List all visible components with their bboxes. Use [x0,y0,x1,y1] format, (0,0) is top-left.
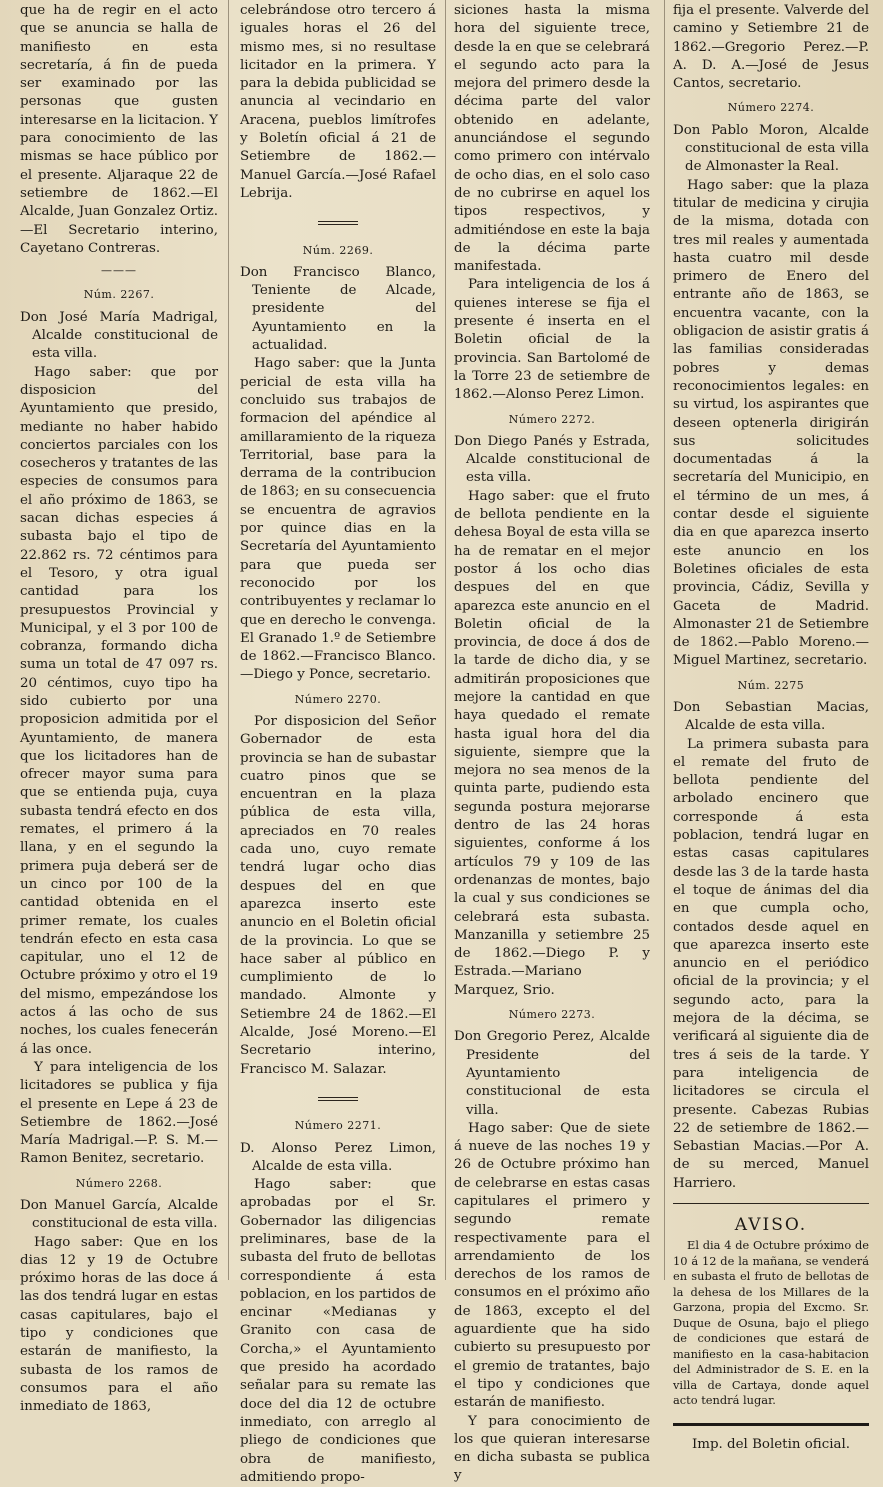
notice-body: Hago saber: que la Junta pericial de esta villa ha concluido sus trabajos de formacion del apéndice al amillaramiento de la riqueza Territorial, base para la derrama de la contribucion de 1863; en su consecuencia se encuentra de agravios por quince dias en la Secretaría del Ayuntamiento para que pueda ser reconocido por los contribuyentes y reclamar lo que en derecho le convenga. El Granado 1.º de Setiembre de 1862.—Francisco Blanco.—Diego y Ponce, secretario. [240,356,436,683]
notice-body: La primera subasta para el remate del fruto de bellota pendiente del arbolado encinero que corresponde á esta poblacion, tendrá lugar en estas casas capitulares desde las 3 de la tarde hasta el toque de ánimas del dia en que cumpla ocho, contados desde aquel en que aparezca inserto este anuncio en el periódico oficial de la provincia; y el segundo acto, para la mejora de la décima, se verificará al siguiente dia de tres á seis de la tarde. Y para inteligencia de licitadores se circula el presente. Cabezas Rubias 22 de setiembre de 1862.—Sebastian Macias.—Por A. de su merced, Manuel Harriero. [673,736,869,1191]
notice-heading: Don Francisco Blanco, Teniente de Alcade, presidente del Ayuntamiento en la actualidad. [240,264,436,354]
notice-number: Núm. 2267. [83,288,155,302]
notice-body: Hago saber: que aprobadas por el Sr. Gobernador las diligencias preliminares, base de la subasta del fruto de bellotas correspondiente á esta poblacion, en los partidos de encinar «Medianas y Granito con casa de Corcha,» el Ayuntamiento que presido ha acordado señalar para su remate las doce del dia 12 de octubre inmediato, con arreglo al pliego de condiciones que obra de manifiesto, admitiendo propo- [240,1177,436,1485]
notice-closing: Para inteligencia de los á quienes interese se fija el presente é inserta en el Boletin oficial de la provincia. San Bartolomé de la Torre 23 de setiembre de 1862.—Alonso Perez Limon. [454,277,650,403]
notice-number: Núm. 2269. [302,243,374,257]
notice-heading: Don Gregorio Perez, Alcalde Presidente del Ayuntamiento constitucional de esta villa. [454,1029,650,1118]
printer-imprint: Imp. del Boletin oficial. [691,1436,851,1452]
column-1 [20,2,218,1415]
notice-number: Número 2268. [75,1176,163,1190]
aviso-body: El dia 4 de Octubre próximo de 10 á 12 de la mañana, se venderá en subasta el fruto de bellotas de la dehesa de los Millares de la Garzona, propia del Excmo. Sr. Duque de Osuna, bajo el pliego de condiciones que estará de manifiesto en la casa-habitacion del Administrador de S. E. en la villa de Cartaya, donde aquel acto tendrá lugar. [673,1238,869,1408]
notice-body: Hago saber: que el fruto de bellota pendiente en la dehesa Boyal de esta villa se ha de rematar en el mejor postor á los ocho dias despues del en que aparezca este anuncio en el Boletin oficial de la provincia, de doce á dos de la tarde de dicho dia, y se admitirán proposiciones que mejore la cantidad en que haya quedado el remate hasta igual hora del dia siguiente, siempre que la mejora no sea menos de la quinta parte, pudiendo esta segunda postura mejorarse dentro de las 24 horas siguientes, conforme á los artículos 79 y 109 de las ordenanzas de montes, bajo la cual y sus condiciones se celebrará esta subasta. Manzanilla y setiembre 25 de 1862.—Diego P. y Estrada.—Mariano Marquez, Srio. [454,488,650,998]
notice-number: Número 2273. [508,1008,596,1022]
notice-body: Hago saber: que la plaza titular de medicina y cirujia de la misma, dotada con tres mil reales y aumentada hasta cuatro mil desde primero de Enero del entrante año de 1863, se encuentra vacante, con la obligacion de asistir gratis á las familias consideradas pobres y demas reconocimientos legales: en su virtud, los aspirantes que deseen optenerla dirigirán sus solicitudes documentadas á la secretaría del Municipio, en el término de un mes, á contar desde el siguiente dia en que aparezca inserto este anuncio en los Boletines oficiales de esta provincia, Cádiz, Sevilla y Gaceta de Madrid. Almonaster 21 de Setiembre de 1862.—Pablo Moreno.—Miguel Martinez, secretario. [673,177,869,669]
notice-number: Número 2270. [294,692,382,706]
notice-heading: Don Diego Panés y Estrada, Alcalde constitucional de esta villa. [454,433,650,486]
column-4 [673,2,869,1452]
column-2 [240,2,436,1485]
continued-text: que ha de regir en el acto que se anuncia se halla de manifiesto en esta secretaría, á fin de pueda ser examinado por las personas que gusten interesarse en la licitacion. Y para conocimiento de las mismas se hace público por el presente. Aljaraque 22 de setiembre de 1862.—El Alcalde, Juan Gonzalez Ortiz.—El Secretario interino, Cayetano Contreras. [20,3,218,256]
notice-heading: Don Sebastian Macias, Alcalde de esta villa. [673,699,869,734]
column-divider [445,0,446,1280]
notice-body: Hago saber: Que de siete á nueve de las noches 19 y 26 de Octubre próximo han de celebrarse en estas casas capitulares el primero y segundo remate respectivamente para el arrendamiento de los derechos de los ramos de consumos en el próximo año de 1863, excepto el del aguardiente que ha sido cubierto su presupuesto por el gremio de tratantes, bajo el tipo y condiciones que estarán de manifiesto. [454,1120,650,1411]
divider-line [673,1203,869,1204]
short-rule: ——— [101,264,137,278]
double-rule [240,1089,436,1107]
notice-heading: D. Alonso Perez Limon, Alcalde de esta villa. [240,1140,436,1174]
column-divider [664,0,665,1280]
notice-heading: Don Manuel García, Alcalde constitucional de esta villa. [20,1198,218,1232]
notice-heading: Don José María Madrigal, Alcalde constitucional de esta villa. [20,309,218,362]
notice-number: Número 2274. [727,101,815,115]
notice-number: Número 2272. [508,412,596,426]
continued-text: siciones hasta la misma hora del siguiente trece, desde la en que se celebrará el segundo acto para la mejora del primero desde la décima parte del valor obtenido en adelante, anunciándose el segundo como primero con intérvalo de ocho dias, en el solo caso de no cubrirse en aquel los tipos respectivos, y admitiéndose en este la baja de la décima parte manifestada. [454,3,650,275]
notice-closing: Y para conocimiento de los que quieran interesarse en dicha subasta se publica y [454,1413,650,1484]
continued-text: celebrándose otro tercero á iguales horas el 26 del mismo mes, si no resultase licitador en la primera. Y para la debida publicidad se anuncia al vecindario en Aracena, pueblos limítrofes y Boletín oficial á 21 de Setiembre de 1862.—Manuel García.—José Rafael Lebrija. [240,3,436,201]
notice-number: Núm. 2275 [737,678,805,692]
notice-heading: Don Pablo Moron, Alcalde constitucional de esta villa de Almonaster la Real. [673,122,869,175]
notice-closing: Y para inteligencia de los licitadores se publica y fija el presente en Lepe á 23 de Setiembre de 1862.—José María Madrigal.—P. S. M.—Ramon Benitez, secretario. [20,1059,218,1167]
double-rule [240,213,436,231]
aviso-heading: AVISO. [734,1215,808,1235]
continued-text: fija el presente. Valverde del camino y Setiembre 21 de 1862.—Gregorio Perez.—P. A. D. A.—José de Jesus Cantos, secretario. [673,3,869,92]
thick-divider [673,1423,869,1426]
notice-number: Número 2271. [294,1119,382,1133]
notice-body: Hago saber: Que en los dias 12 y 19 de Octubre próximo horas de las doce á las dos tendrá lugar en estas casas capitulares, bajo el tipo y condiciones que estarán de manifiesto, la subasta de los ramos de consumos para el año inmediato de 1863, [20,1234,218,1415]
notice-body: Hago saber: que por disposicion del Ayuntamiento que presido, mediante no haber habido conciertos parciales con los cosecheros y tratantes de las especies de consumos para el año próximo de 1863, se sacan dichas especies á subasta bajo el tipo de 22.862 rs. 72 céntimos para el Tesoro, y otra igual cantidad para los presupuestos Provincial y Municipal, y el 3 por 100 de cobranza, formando dicha suma un total de 47 097 rs. 20 céntimos, cuyo tipo ha sido cubierto por una proposicion admitida por el Ayuntamiento, de manera que los licitadores han de ofrecer mayor suma para que se entienda puja, cuya subasta tendrá efecto en dos remates, el primero á la llana, y en el segundo la primera puja deberá ser de un cinco por 100 de la cantidad obtenida en el primer remate, los cuales tendrán efecto en esta casa capitular, uno el 12 de Octubre próximo y otro el 19 del mismo, empezándose los actos á las ocho de sus noches, los cuales fenecerán á las once. [20,364,218,1057]
column-divider [228,0,229,1280]
notice-body: Por disposicion del Señor Gobernador de esta provincia se han de subastar cuatro pinos que se encuentran en la plaza pública de esta villa, apreciados en 70 reales cada uno, cuyo remate tendrá lugar ocho dias despues del en que aparezca inserto este anuncio en el Boletin oficial de la provincia. Lo que se hace saber al público en cumplimiento de lo mandado. Almonte y Setiembre 24 de 1862.—El Alcalde, José Moreno.—El Secretario interino, Francisco M. Salazar. [240,713,436,1077]
column-3 [454,2,650,1484]
